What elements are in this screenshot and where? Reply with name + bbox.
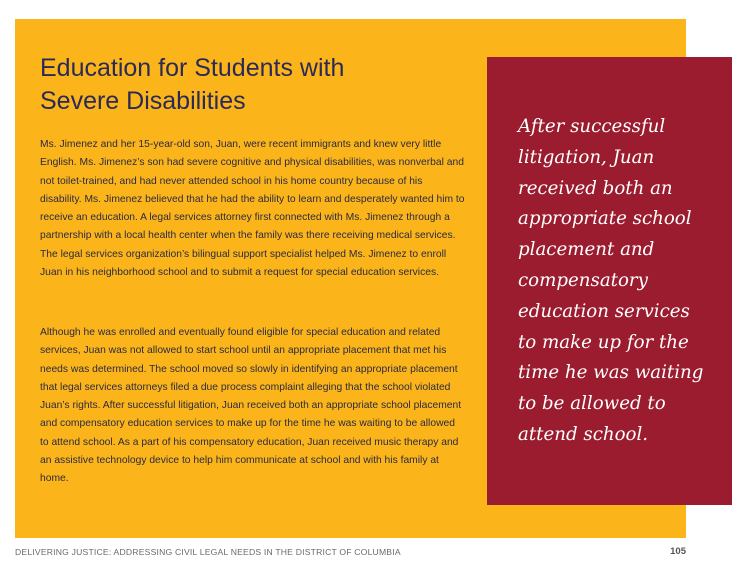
body-paragraph-1: Ms. Jimenez and her 15-year-old son, Juan, were recent immigrants and knew very little English. Ms. Jimenez’s son had severe cognitive and physical disabilities, was nonverbal and not toilet-trained, and had never attended school in his home country because of his disability. Ms. Jimenez believed that he had the ability to learn and desperately wanted him to receive an education. A legal services attorney first connected with Ms. Jimenez through a partnership with a local health center when the family was there receiving medical services. The legal services organization’s bilingual support specialist helped Ms. Jimenez to enroll Juan in his neighborhood school and to submit a request for special education services. [40,139,465,279]
page-number: 105 [670,546,686,557]
body-paragraph-2: Although he was enrolled and eventually found eligible for special education and related services, Juan was not allowed to start school until an appropriate placement that met his needs was determined. The school moved so slowly in identifying an appropriate placement that legal services attorneys filed a due process complaint alleging that the school violated Juan’s rights. After successful litigation, Juan received both an appropriate school placement and compensatory education services to make up for the time he was waiting to be allowed to attend school. As a part of his compensatory education, Juan received music therapy and an assistive technology device to help him communicate at school and with his family at home. [40,327,462,485]
pull-quote-box [487,57,732,505]
page-title: Education for Students with Severe Disabilities [40,54,345,115]
pull-quote-text: After successful litigation, Juan received both an appropriate school placement and compensatory education services to make up for the time he was waiting to be allowed to attend school. [518,116,704,445]
footer-publication-title: DELIVERING JUSTICE: ADDRESSING CIVIL LEGAL NEEDS IN THE DISTRICT OF COLUMBIA [15,547,401,557]
